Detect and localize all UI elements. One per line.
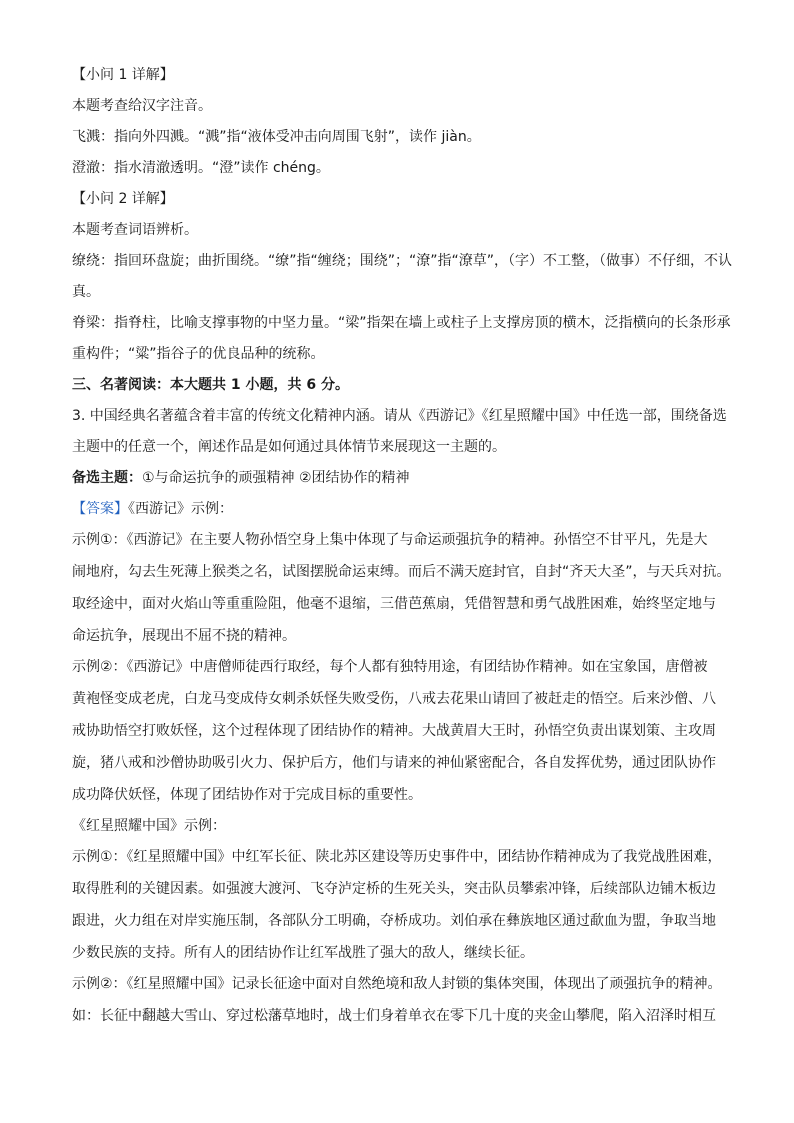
xyj-example-1-line: 命运抗争，展现出不屈不挠的精神。: [72, 628, 296, 644]
hxzy-example-1-line: 取得胜利的关键因素。如强渡大渡河、飞夺泸定桥的生死关头，突击队员攀索冲锋，后续部队边铺木板边: [72, 881, 716, 897]
xyj-example-1-line: 取经途中，面对火焰山等重重险阻，他毫不退缩，三借芭蕉扇，凭借智慧和勇气战胜困难，始终坚定地与: [72, 596, 716, 612]
xyj-example-2-line: 旋，猪八戒和沙僧协助吸引火力、保护后方，他们与请来的神仙紧密配合，各自发挥优势，通过团队协作: [72, 755, 716, 771]
xyj-example-2-line: 戒协助悟空打败妖怪，这个过程体现了团结协作的精神。大战黄眉大王时，孙悟空负责出谋划策、主攻周: [72, 723, 716, 739]
q2-line-1a: 缭绕：指回环盘旋；曲折围绕。“缭”指“缠绕；围绕”；“潦”指“潦草”，（字）不工整，（做事）不仔细，不认: [72, 253, 733, 269]
q2-line-2a: 脊梁：指脊柱，比喻支撑事物的中坚力量。“梁”指架在墙上或柱子上支撑房顶的横木，泛指横向的长条形承: [72, 315, 731, 331]
hxzy-example-2-line: 如：长征中翻越大雪山、穿过松藩草地时，战士们身着单衣在零下几十度的夹金山攀爬，陷入沼泽时相互: [72, 1008, 716, 1024]
answer-tag: 【答案】: [72, 501, 128, 517]
question-3-line-2: 主题中的任意一个，阐述作品是如何通过具体情节来展现这一主题的。: [72, 439, 506, 455]
hxzy-example-1-line: 跟进，火力组在对岸实施压制，各部队分工明确，夺桥成功。刘伯承在彝族地区通过歃血为盟，争取当地: [72, 913, 716, 929]
q2-line-2b: 重构件；“粱”指谷子的优良品种的统称。: [72, 346, 325, 362]
xyj-example-2-line: 示例②：《西游记》中唐僧师徒西行取经，每个人都有独特用途，有团结协作精神。如在宝象国，唐僧被: [72, 659, 708, 675]
q1-heading: 【小问 1 详解】: [72, 67, 174, 83]
q1-intro: 本题考查给汉字注音。: [72, 98, 212, 114]
question-3-line-1: 3. 中国经典名著蕴含着丰富的传统文化精神内涵。请从《西游记》《红星照耀中国》中任选一部，围绕备选: [72, 408, 727, 424]
themes-label: 备选主题：: [72, 470, 142, 486]
document-page: [72, 64, 732, 1028]
xyj-example-2-line: 黄袍怪变成老虎，白龙马变成侍女刺杀妖怪失败受伤，八戒去花果山请回了被赶走的悟空。后来沙僧、八: [72, 691, 716, 707]
section-3-title: 三、名著阅读：本大题共 1 小题，共 6 分。: [72, 377, 349, 393]
answer-text: 《西游记》示例：: [128, 501, 233, 517]
q2-heading: 【小问 2 详解】: [72, 191, 174, 207]
themes-line: [72, 467, 732, 490]
hxzy-example-1-line: 示例①：《红星照耀中国》中红军长征、陕北苏区建设等历史事件中，团结协作精神成为了我党战胜困难，: [72, 849, 722, 865]
q2-intro: 本题考查词语辨析。: [72, 222, 198, 238]
xyj-example-1-line: 闹地府，勾去生死薄上猴类之名，试图摆脱命运束缚。而后不满天庭封官，自封“齐天大圣”，与天兵对抗。: [72, 564, 731, 580]
hxzy-heading: 《红星照耀中国》示例：: [72, 818, 226, 834]
q2-line-1b: 真。: [72, 284, 100, 300]
q1-line-2: 澄澈：指水清澈透明。“澄”读作 chéng。: [72, 160, 330, 176]
q1-line-1: 飞溅：指向外四溅。“溅”指“液体受冲击向周围飞射”，读作 jiàn。: [72, 129, 481, 145]
hxzy-example-2-line: 示例②：《红星照耀中国》记录长征途中面对自然绝境和敌人封锁的集体突围，体现出了顽强抗争的精神。: [72, 976, 722, 992]
themes-text: ①与命运抗争的顽强精神 ②团结协作的精神: [142, 470, 410, 486]
answer-line: [72, 498, 732, 521]
hxzy-example-1-line: 少数民族的支持。所有人的团结协作让红军战胜了强大的敌人，继续长征。: [72, 945, 534, 961]
xyj-example-1-line: 示例①：《西游记》在主要人物孙悟空身上集中体现了与命运顽强抗争的精神。孙悟空不甘平凡，先是大: [72, 532, 708, 548]
xyj-example-2-line: 成功降伏妖怪，体现了团结协作对于完成目标的重要性。: [72, 787, 422, 803]
